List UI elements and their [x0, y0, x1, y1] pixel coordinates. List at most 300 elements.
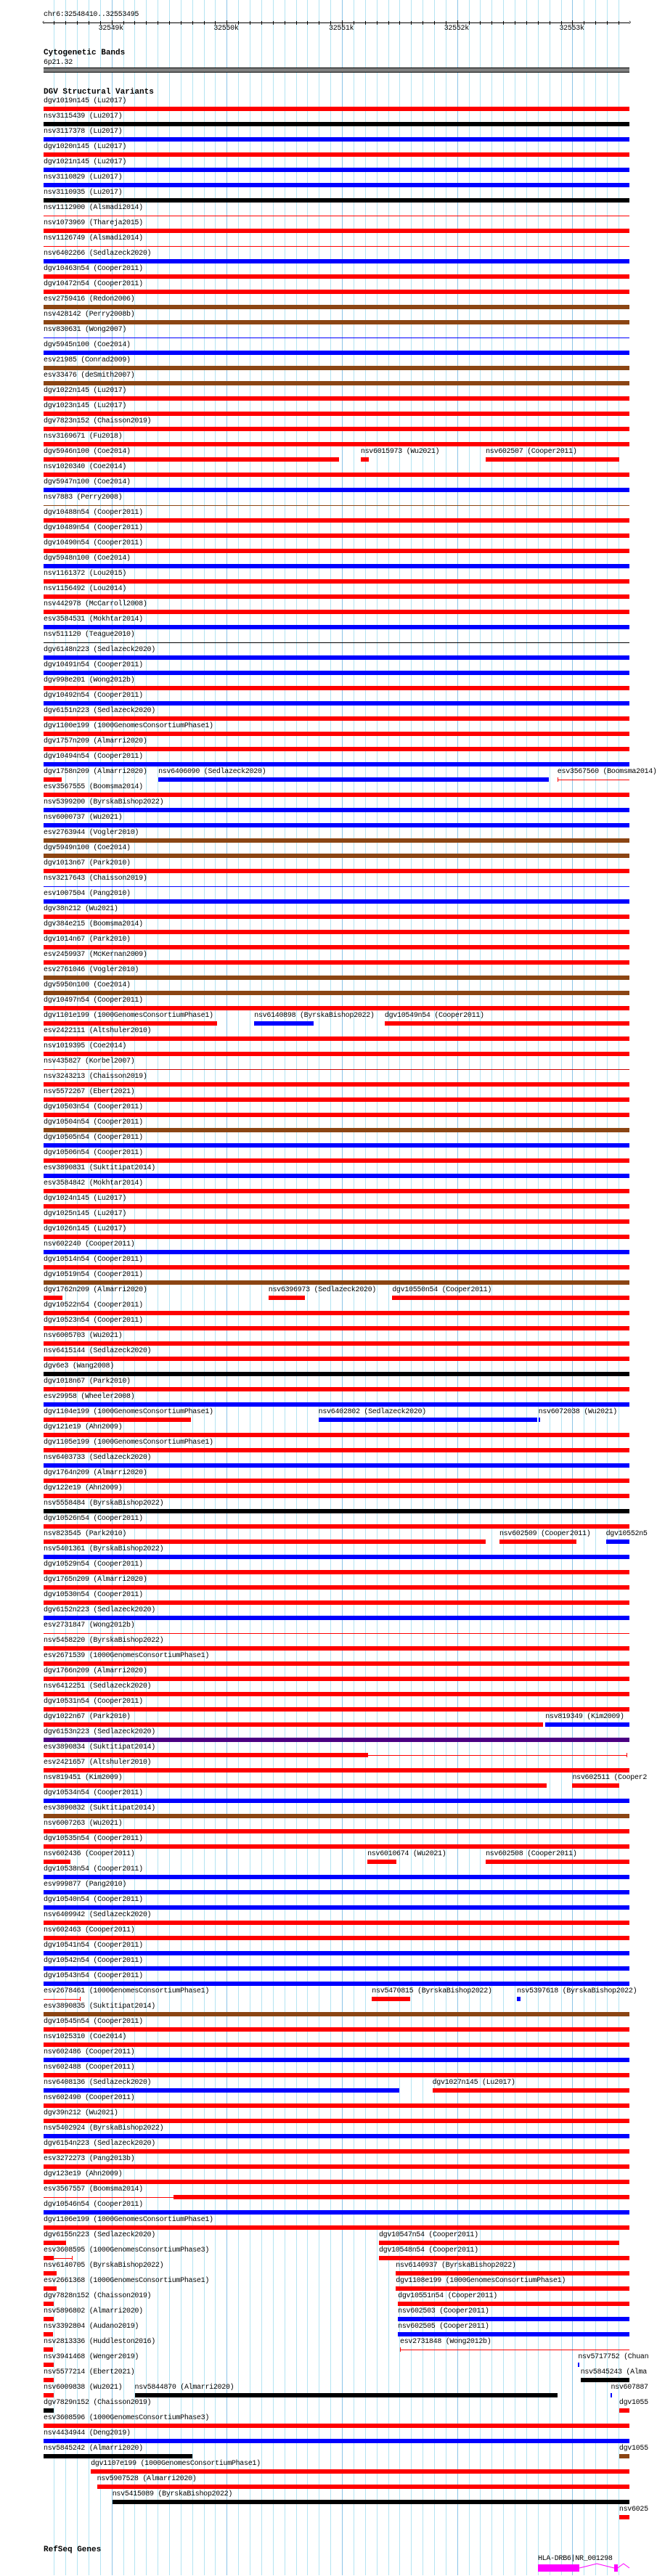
sv-feature-label[interactable]: dgv10529n54 (Cooper2011) [44, 1561, 143, 1569]
sv-feature-label[interactable]: nsv6412251 (Sedlazeck2020) [44, 1682, 152, 1690]
sv-feature-label[interactable]: dgv10488n54 (Cooper2011) [44, 509, 143, 517]
sv-feature-bar[interactable] [44, 1158, 629, 1163]
sv-feature-bar[interactable] [44, 869, 629, 873]
sv-feature-bar[interactable] [44, 1707, 629, 1712]
sv-feature-bar[interactable] [44, 549, 629, 553]
sv-feature-bar[interactable] [44, 686, 629, 690]
sv-feature-label[interactable]: dgv1100e199 (1000GenomesConsortiumPhase1) [44, 722, 213, 730]
sv-feature-bar[interactable] [44, 1235, 629, 1239]
sv-feature-bar[interactable] [44, 1463, 629, 1468]
sv-feature-label[interactable]: esv3608596 (1000GenomesConsortiumPhase3) [44, 2414, 210, 2422]
sv-feature-label[interactable]: esv3272273 (Pang2013b) [44, 2155, 135, 2163]
sv-feature-label[interactable]: dgv6152n223 (Sedlazeck2020) [44, 1606, 155, 1614]
cytoband-track-title[interactable]: Cytogenetic Bands [44, 49, 126, 57]
sv-feature-bar[interactable] [158, 777, 549, 782]
sv-feature-bar[interactable] [44, 1204, 629, 1209]
sv-feature-label[interactable]: dgv10492n54 (Cooper2011) [44, 692, 143, 700]
sv-feature-bar[interactable] [44, 1661, 629, 1666]
sv-feature-bar[interactable] [44, 915, 629, 919]
sv-feature-bar[interactable] [619, 2454, 629, 2458]
sv-feature-bar[interactable] [44, 1783, 547, 1788]
sv-feature-label[interactable]: nsv602503 (Cooper2011) [398, 2307, 489, 2315]
sv-feature-label[interactable]: dgv1024n145 (Lu2017) [44, 1195, 127, 1203]
sv-feature-bar[interactable] [44, 1036, 629, 1041]
sv-feature-bar[interactable] [44, 1494, 629, 1498]
sv-feature-bar[interactable] [44, 1616, 629, 1620]
sv-feature-bar[interactable] [44, 1387, 629, 1391]
sv-feature-label[interactable]: dgv10550n54 (Cooper2011) [392, 1286, 492, 1294]
sv-feature-label[interactable]: nsv6015973 (Wu2021) [360, 448, 440, 456]
sv-feature-bar[interactable] [44, 320, 629, 324]
sv-feature-label[interactable]: dgv1021n145 (Lu2017) [44, 158, 127, 166]
sv-feature-bar[interactable] [44, 655, 629, 660]
sv-feature-bar[interactable] [367, 1860, 396, 1864]
sv-feature-label[interactable]: dgv1758n209 (Almarri2020) [44, 768, 147, 776]
sv-feature-bar[interactable] [398, 2317, 629, 2321]
sv-feature-bar[interactable] [44, 1189, 629, 1193]
sv-feature-bar[interactable] [44, 1174, 629, 1178]
sv-feature-bar[interactable] [319, 1418, 537, 1422]
sv-feature-bar[interactable] [396, 2286, 629, 2291]
sv-feature-label[interactable]: dgv1764n209 (Almarri2020) [44, 1469, 147, 1477]
sv-feature-bar[interactable] [44, 1646, 629, 1651]
sv-feature-label[interactable]: nsv1019395 (Coe2014) [44, 1042, 127, 1050]
sv-feature-bar[interactable] [44, 2210, 629, 2215]
sv-feature-bar[interactable] [44, 2347, 53, 2352]
sv-feature-label[interactable]: esv1007504 (Pang2010) [44, 890, 131, 898]
sv-feature-bar[interactable] [44, 854, 629, 858]
sv-feature-label[interactable]: nsv5470815 (ByrskaBishop2022) [372, 1987, 492, 1995]
sv-feature-label[interactable]: esv2759416 (Redon2006) [44, 295, 135, 303]
sv-feature-bar[interactable] [44, 366, 629, 370]
sv-feature-bar[interactable] [44, 610, 629, 614]
sv-feature-bar[interactable] [44, 1280, 629, 1285]
sv-feature-label[interactable]: nsv511120 (Teague2010) [44, 631, 135, 639]
sv-feature-bar[interactable] [44, 1768, 629, 1772]
sv-feature-bar[interactable] [44, 2317, 54, 2321]
sv-feature-bar[interactable] [44, 2302, 54, 2306]
sv-feature-bar[interactable] [44, 594, 629, 599]
sv-feature-line[interactable] [44, 642, 629, 643]
sv-feature-label[interactable]: dgv1013n67 (Park2010) [44, 859, 131, 867]
sv-feature-label[interactable]: dgv1766n209 (Almarri2020) [44, 1667, 147, 1675]
sv-feature-line[interactable] [44, 1633, 629, 1634]
sv-feature-bar[interactable] [44, 457, 339, 462]
sv-feature-label[interactable]: nsv602486 (Cooper2011) [44, 2048, 135, 2056]
sv-feature-label[interactable]: nsv823545 (Park2010) [44, 1530, 127, 1538]
sv-feature-label[interactable]: nsv6402266 (Sedlazeck2020) [44, 250, 152, 258]
sv-feature-label[interactable]: dgv1055 [619, 2399, 648, 2407]
sv-feature-bar[interactable] [44, 564, 629, 568]
scroll-right-arrow-icon[interactable]: › [628, 19, 632, 26]
sv-feature-label[interactable]: nsv6009838 (Wu2021) [44, 2384, 123, 2392]
sv-feature-bar[interactable] [44, 351, 629, 355]
sv-feature-bar[interactable] [44, 1113, 629, 1117]
sv-feature-line[interactable] [44, 2197, 174, 2198]
sv-feature-bar[interactable] [44, 2225, 629, 2230]
sv-feature-bar[interactable] [44, 152, 629, 157]
sv-feature-bar[interactable] [44, 625, 629, 629]
sv-feature-bar[interactable] [44, 1219, 629, 1224]
sv-feature-label[interactable]: dgv10552n5 [605, 1530, 648, 1538]
sv-feature-label[interactable]: nsv6140705 (ByrskaBishop2022) [44, 2262, 164, 2270]
sv-feature-label[interactable]: nsv602488 (Cooper2011) [44, 2064, 135, 2072]
sv-feature-label[interactable]: nsv5845242 (Almarri2020) [44, 2445, 143, 2453]
sv-feature-label[interactable]: dgv10506n54 (Cooper2011) [44, 1149, 143, 1157]
refseq-track-title[interactable]: RefSeq Genes [44, 2546, 102, 2554]
sv-feature-bar[interactable] [44, 1875, 629, 1879]
sv-feature-label[interactable]: dgv5949n100 (Coe2014) [44, 844, 131, 852]
sv-feature-label[interactable]: dgv10494n54 (Cooper2011) [44, 753, 143, 761]
sv-feature-bar[interactable] [44, 1402, 629, 1407]
sv-feature-bar[interactable] [44, 1722, 543, 1727]
sv-feature-bar[interactable] [379, 2241, 619, 2245]
sv-feature-label[interactable]: nsv607887 [611, 2384, 648, 2392]
sv-feature-label[interactable]: nsv602436 (Cooper2011) [44, 1850, 135, 1858]
sv-feature-bar[interactable] [44, 1418, 191, 1422]
sv-feature-label[interactable]: esv3567560 (Boomsma2014) [557, 768, 657, 776]
sv-feature-line[interactable] [44, 1999, 80, 2000]
sv-feature-bar[interactable] [97, 2485, 629, 2489]
sv-feature-bar[interactable] [44, 1921, 629, 1925]
sv-feature-bar[interactable] [44, 777, 62, 782]
sv-feature-label[interactable]: esv3890831 (Suktitipat2014) [44, 1164, 155, 1172]
sv-feature-label[interactable]: dgv10463n54 (Cooper2011) [44, 265, 143, 273]
sv-feature-label[interactable]: nsv435827 (Korbel2007) [44, 1058, 135, 1066]
sv-feature-label[interactable]: nsv1126749 (Alsmadi2014) [44, 234, 143, 242]
sv-feature-label[interactable]: nsv6025 [619, 2506, 648, 2514]
sv-feature-label[interactable]: nsv1161372 (Lou2015) [44, 570, 127, 578]
sv-feature-label[interactable]: nsv6140937 (ByrskaBishop2022) [396, 2262, 516, 2270]
sv-feature-label[interactable]: nsv3115439 (Lu2017) [44, 113, 123, 120]
sv-feature-label[interactable]: nsv6140898 (ByrskaBishop2022) [254, 1012, 375, 1020]
cytoband-bar[interactable] [44, 68, 629, 73]
sv-feature-label[interactable]: dgv10547n54 (Cooper2011) [378, 2231, 478, 2239]
sv-feature-label[interactable]: nsv5558484 (ByrskaBishop2022) [44, 1500, 164, 1508]
sv-feature-bar[interactable] [44, 381, 629, 385]
sv-feature-label[interactable]: dgv10491n54 (Cooper2011) [44, 661, 143, 669]
sv-feature-bar[interactable] [44, 1966, 629, 1971]
sv-feature-label[interactable]: dgv10526n54 (Cooper2011) [44, 1515, 143, 1523]
sv-feature-label[interactable]: esv3890834 (Suktitipat2014) [44, 1743, 155, 1751]
sv-feature-bar[interactable] [44, 1738, 629, 1742]
sv-feature-label[interactable]: nsv602509 (Cooper2011) [499, 1530, 591, 1538]
sv-feature-label[interactable]: nsv3243213 (Chaisson2019) [44, 1073, 147, 1081]
sv-feature-bar[interactable] [44, 229, 629, 233]
sv-feature-bar[interactable] [44, 1692, 629, 1696]
sv-feature-bar[interactable] [44, 198, 629, 203]
sv-feature-label[interactable]: nsv5399200 (ByrskaBishop2022) [44, 798, 164, 806]
sv-feature-bar[interactable] [44, 838, 629, 843]
sv-feature-bar[interactable] [44, 716, 629, 721]
sv-feature-label[interactable]: nsv602507 (Cooper2011) [486, 448, 577, 456]
scroll-left-arrow-icon[interactable]: ‹ [41, 19, 46, 26]
sv-feature-label[interactable]: dgv1055 [619, 2445, 648, 2453]
sv-feature-label[interactable]: dgv6151n223 (Sedlazeck2020) [44, 707, 155, 715]
sv-feature-bar[interactable] [44, 2241, 66, 2245]
sv-feature-label[interactable]: dgv1022n145 (Lu2017) [44, 387, 127, 395]
sv-feature-bar[interactable] [135, 2393, 558, 2397]
sv-feature-label[interactable]: nsv6402802 (Sedlazeck2020) [318, 1408, 426, 1416]
sv-feature-label[interactable]: dgv1014n67 (Park2010) [44, 936, 131, 944]
sv-feature-bar[interactable] [44, 259, 629, 263]
sv-feature-bar[interactable] [44, 1052, 629, 1056]
sv-feature-bar[interactable] [44, 1433, 629, 1437]
sv-feature-label[interactable]: esv21985 (Conrad2009) [44, 356, 131, 364]
sv-feature-label[interactable]: nsv2813336 (Huddleston2016) [44, 2338, 155, 2346]
sv-feature-label[interactable]: dgv10549n54 (Cooper2011) [384, 1012, 484, 1020]
sv-feature-label[interactable]: nsv6007263 (Wu2021) [44, 1820, 123, 1828]
sv-feature-label[interactable]: dgv10542n54 (Cooper2011) [44, 1957, 143, 1965]
sv-feature-bar[interactable] [44, 1829, 629, 1833]
sv-feature-line[interactable] [54, 2258, 72, 2259]
sv-feature-bar[interactable] [44, 2088, 399, 2093]
sv-feature-bar[interactable] [113, 2500, 629, 2504]
sv-feature-bar[interactable] [361, 457, 369, 462]
sv-feature-label[interactable]: dgv1107e199 (1000GenomesConsortiumPhase1) [91, 2460, 261, 2468]
sv-feature-label[interactable]: dgv5950n100 (Coe2014) [44, 981, 131, 989]
sv-feature-label[interactable]: dgv10538n54 (Cooper2011) [44, 1865, 143, 1873]
sv-feature-label[interactable]: nsv602463 (Cooper2011) [44, 1926, 135, 1934]
sv-feature-bar[interactable] [44, 2286, 57, 2291]
sv-feature-label[interactable]: dgv10541n54 (Cooper2011) [44, 1942, 143, 1950]
sv-feature-label[interactable]: nsv5397618 (ByrskaBishop2022) [516, 1987, 637, 1995]
sv-feature-bar[interactable] [385, 1021, 629, 1026]
sv-feature-bar[interactable] [486, 457, 619, 462]
sv-feature-label[interactable]: nsv1112900 (Alsmadi2014) [44, 204, 143, 212]
sv-feature-bar[interactable] [44, 183, 629, 187]
sv-feature-bar[interactable] [398, 2332, 629, 2336]
sv-feature-label[interactable]: nsv5896802 (Almarri2020) [44, 2307, 143, 2315]
sv-feature-bar[interactable] [44, 976, 629, 980]
sv-feature-label[interactable]: nsv1025310 (Coe2014) [44, 2033, 127, 2041]
sv-feature-bar[interactable] [44, 1799, 629, 1803]
sv-feature-bar[interactable] [44, 1143, 629, 1148]
sv-feature-label[interactable]: esv2678461 (1000GenomesConsortiumPhase1) [44, 1987, 210, 1995]
sv-feature-bar[interactable] [44, 1951, 629, 1955]
sv-feature-bar[interactable] [44, 701, 629, 706]
sv-feature-bar[interactable] [44, 1296, 62, 1300]
sv-feature-label[interactable]: nsv5401361 (ByrskaBishop2022) [44, 1545, 164, 1553]
sv-feature-label[interactable]: nsv819349 (Kim2009) [545, 1713, 624, 1721]
sv-feature-bar[interactable] [619, 2408, 629, 2413]
sv-feature-label[interactable]: dgv5947n100 (Coe2014) [44, 478, 131, 486]
sv-feature-label[interactable]: dgv10551n54 (Cooper2011) [398, 2292, 497, 2300]
sv-feature-bar[interactable] [44, 518, 629, 523]
sv-feature-label[interactable]: nsv5845243 (Alma [580, 2368, 647, 2376]
sv-feature-line[interactable] [44, 886, 629, 887]
sv-feature-label[interactable]: dgv10519n54 (Cooper2011) [44, 1271, 143, 1279]
sv-feature-bar[interactable] [44, 899, 629, 904]
sv-feature-bar[interactable] [44, 2256, 54, 2260]
sv-feature-bar[interactable] [44, 1341, 629, 1346]
sv-feature-label[interactable]: dgv10472n54 (Cooper2011) [44, 280, 143, 288]
sv-feature-label[interactable]: nsv6396973 (Sedlazeck2020) [268, 1286, 377, 1294]
sv-feature-label[interactable]: nsv1073969 (Thareja2015) [44, 219, 143, 227]
sv-feature-bar[interactable] [44, 2103, 629, 2108]
sv-feature-bar[interactable] [44, 1753, 368, 1757]
sv-feature-label[interactable]: esv2761046 (Vogler2010) [44, 966, 139, 974]
sv-feature-bar[interactable] [44, 2363, 54, 2367]
sv-feature-bar[interactable] [44, 671, 629, 675]
sv-feature-label[interactable]: nsv602508 (Cooper2011) [486, 1850, 577, 1858]
sv-feature-label[interactable]: esv2661368 (1000GenomesConsortiumPhase1) [44, 2277, 210, 2285]
sv-feature-label[interactable]: dgv7828n152 (Chaisson2019) [44, 2292, 152, 2300]
sv-feature-bar[interactable] [44, 793, 629, 797]
sv-feature-label[interactable]: dgv121e19 (Ahn2009) [44, 1423, 123, 1431]
sv-feature-label[interactable]: dgv10535n54 (Cooper2011) [44, 1835, 143, 1843]
sv-feature-label[interactable]: dgv6148n223 (Sedlazeck2020) [44, 646, 155, 654]
sv-feature-bar[interactable] [44, 1890, 629, 1894]
sv-feature-label[interactable]: nsv442978 (McCarroll2008) [44, 600, 147, 608]
sv-feature-label[interactable]: dgv10490n54 (Cooper2011) [44, 539, 143, 547]
sv-feature-label[interactable]: dgv10489n54 (Cooper2011) [44, 524, 143, 532]
sv-feature-label[interactable]: dgv1020n145 (Lu2017) [44, 143, 127, 151]
sv-feature-label[interactable]: nsv5844870 (Almarri2020) [134, 2384, 234, 2392]
sv-feature-bar[interactable] [433, 2088, 629, 2093]
sv-feature-label[interactable]: nsv3392804 (Audano2019) [44, 2323, 139, 2331]
sv-feature-bar[interactable] [44, 1006, 629, 1010]
sv-feature-label[interactable]: nsv6415144 (Sedlazeck2020) [44, 1347, 152, 1355]
sv-feature-label[interactable]: dgv10543n54 (Cooper2011) [44, 1972, 143, 1980]
sv-feature-label[interactable]: dgv7823n152 (Chaisson2019) [44, 417, 152, 425]
sv-feature-line[interactable] [368, 1755, 627, 1756]
sv-feature-label[interactable]: dgv1765n209 (Almarri2020) [44, 1576, 147, 1584]
sv-feature-label[interactable]: esv2671539 (1000GenomesConsortiumPhase1) [44, 1652, 210, 1660]
sv-feature-bar[interactable] [44, 1555, 629, 1559]
sv-feature-label[interactable]: dgv10497n54 (Cooper2011) [44, 997, 143, 1005]
sv-feature-bar[interactable] [174, 2195, 629, 2199]
sv-feature-bar[interactable] [44, 1814, 629, 1818]
sv-feature-label[interactable]: esv3584531 (Mokhtar2014) [44, 616, 143, 623]
sv-feature-label[interactable]: esv3608595 (1000GenomesConsortiumPhase3) [44, 2246, 210, 2254]
sv-feature-label[interactable]: nsv1020340 (Coe2014) [44, 463, 127, 471]
sv-feature-bar[interactable] [44, 1860, 70, 1864]
sv-feature-label[interactable]: esv2731847 (Wong2012b) [44, 1622, 135, 1630]
sv-feature-bar[interactable] [619, 2515, 629, 2519]
sv-feature-bar[interactable] [44, 2378, 54, 2382]
sv-feature-label[interactable]: nsv602240 (Cooper2011) [44, 1240, 135, 1248]
sv-feature-bar[interactable] [44, 1936, 629, 1940]
sv-feature-bar[interactable] [44, 1082, 629, 1087]
sv-feature-bar[interactable] [44, 533, 629, 538]
sv-feature-bar[interactable] [44, 991, 629, 995]
sv-feature-bar[interactable] [44, 107, 629, 111]
sv-feature-label[interactable]: nsv602490 (Cooper2011) [44, 2094, 135, 2102]
sv-feature-bar[interactable] [44, 1372, 629, 1376]
sv-feature-label[interactable]: esv3567555 (Boomsma2014) [44, 783, 143, 791]
sv-feature-bar[interactable] [44, 1357, 629, 1361]
sv-feature-label[interactable]: nsv1156492 (Lou2014) [44, 585, 127, 593]
sv-feature-label[interactable]: nsv5415089 (ByrskaBishop2022) [112, 2490, 233, 2498]
sv-feature-label[interactable]: dgv6154n223 (Sedlazeck2020) [44, 2140, 155, 2148]
sv-feature-bar[interactable] [44, 137, 629, 142]
sv-feature-label[interactable]: esv999877 (Pang2010) [44, 1881, 127, 1889]
sv-feature-bar[interactable] [44, 1311, 629, 1315]
sv-feature-label[interactable]: dgv5946n100 (Coe2014) [44, 448, 131, 456]
sv-feature-bar[interactable] [44, 488, 629, 492]
sv-feature-label[interactable]: nsv6409942 (Sedlazeck2020) [44, 1911, 152, 1919]
sv-feature-bar[interactable] [44, 1097, 629, 1102]
sv-feature-label[interactable]: esv3567557 (Boomsma2014) [44, 2185, 143, 2193]
sv-feature-bar[interactable] [44, 945, 629, 949]
sv-feature-bar[interactable] [44, 1905, 629, 1910]
sv-feature-label[interactable]: esv3890835 (Suktitipat2014) [44, 2003, 155, 2011]
sv-feature-bar[interactable] [379, 2256, 629, 2260]
sv-feature-label[interactable]: dgv1025n145 (Lu2017) [44, 1210, 127, 1218]
sv-feature-bar[interactable] [572, 1783, 619, 1788]
sv-feature-bar[interactable] [44, 290, 629, 294]
sv-feature-label[interactable]: nsv5572267 (Ebert2021) [44, 1088, 135, 1096]
sv-feature-line[interactable] [44, 1069, 629, 1070]
sv-feature-label[interactable]: dgv10523n54 (Cooper2011) [44, 1317, 143, 1325]
sv-feature-label[interactable]: nsv3941468 (Wenger2019) [44, 2353, 139, 2361]
sv-feature-label[interactable]: dgv1106e199 (1000GenomesConsortiumPhase1) [44, 2216, 213, 2224]
sv-feature-bar[interactable] [44, 2180, 629, 2184]
sv-feature-bar[interactable] [44, 2439, 629, 2443]
sv-feature-label[interactable]: nsv602511 (Cooper2 [572, 1774, 648, 1782]
sv-feature-bar[interactable] [44, 442, 629, 446]
sv-feature-bar[interactable] [578, 2363, 579, 2367]
sv-feature-label[interactable]: nsv819451 (Kim2009) [44, 1774, 123, 1782]
sv-feature-bar[interactable] [44, 1524, 629, 1529]
sv-feature-label[interactable]: nsv3217643 (Chaisson2019) [44, 875, 147, 883]
sv-feature-label[interactable]: dgv10546n54 (Cooper2011) [44, 2201, 143, 2209]
sv-feature-label[interactable]: nsv3110935 (Lu2017) [44, 189, 123, 197]
sv-feature-label[interactable]: dgv10504n54 (Cooper2011) [44, 1119, 143, 1127]
sv-feature-bar[interactable] [44, 2408, 54, 2413]
sv-feature-label[interactable]: dgv39n212 (Wu2021) [44, 2109, 118, 2117]
sv-feature-label[interactable]: dgv1757n209 (Almarri2020) [44, 737, 147, 745]
sv-feature-label[interactable]: nsv5402924 (ByrskaBishop2022) [44, 2125, 164, 2133]
sv-feature-bar[interactable] [44, 2424, 629, 2428]
sv-feature-label[interactable]: dgv10531n54 (Cooper2011) [44, 1698, 143, 1706]
sv-feature-label[interactable]: nsv3169671 (Fu2018) [44, 433, 123, 441]
sv-feature-label[interactable]: nsv3117378 (Lu2017) [44, 128, 123, 136]
sv-feature-label[interactable]: dgv5948n100 (Coe2014) [44, 555, 131, 563]
sv-feature-bar[interactable] [44, 2134, 629, 2138]
sv-feature-label[interactable]: esv2459937 (McKernan2009) [44, 951, 147, 959]
sv-feature-bar[interactable] [44, 2027, 629, 2032]
sv-feature-bar[interactable] [44, 2119, 629, 2123]
sv-feature-label[interactable]: esv2422111 (Altshuler2010) [44, 1027, 152, 1035]
sv-feature-label[interactable]: nsv6403733 (Sedlazeck2020) [44, 1454, 152, 1462]
sv-feature-label[interactable]: esv29958 (Wheeler2008) [44, 1393, 135, 1401]
sv-feature-label[interactable]: nsv6005703 (Wu2021) [44, 1332, 123, 1340]
sv-feature-label[interactable]: nsv6000737 (Wu2021) [44, 814, 123, 822]
sv-feature-bar[interactable] [44, 2164, 629, 2169]
sv-feature-bar[interactable] [44, 412, 629, 416]
sv-feature-label[interactable]: dgv10514n54 (Cooper2011) [44, 1256, 143, 1264]
sv-feature-bar[interactable] [44, 2058, 629, 2062]
sv-feature-label[interactable]: dgv998e201 (Wong2012b) [44, 676, 135, 684]
sv-feature-bar[interactable] [44, 1479, 629, 1483]
sv-feature-label[interactable]: dgv1019n145 (Lu2017) [44, 97, 127, 105]
sv-feature-label[interactable]: esv2421657 (Altshuler2010) [44, 1759, 152, 1767]
sv-feature-bar[interactable] [545, 1722, 629, 1727]
sv-feature-bar[interactable] [44, 473, 629, 477]
sv-feature-bar[interactable] [44, 2149, 629, 2154]
sv-feature-label[interactable]: dgv5945n100 (Coe2014) [44, 341, 131, 349]
sv-feature-label[interactable]: dgv10503n54 (Cooper2011) [44, 1103, 143, 1111]
sv-feature-bar[interactable] [44, 1585, 629, 1590]
sv-feature-label[interactable]: dgv1104e199 (1000GenomesConsortiumPhase1) [44, 1408, 213, 1416]
sv-feature-label[interactable]: nsv6010674 (Wu2021) [367, 1850, 446, 1858]
sv-feature-bar[interactable] [539, 1418, 540, 1422]
sv-feature-bar[interactable] [611, 2393, 612, 2397]
sv-feature-label[interactable]: dgv123e19 (Ahn2009) [44, 2170, 123, 2178]
sv-feature-bar[interactable] [44, 2073, 629, 2077]
